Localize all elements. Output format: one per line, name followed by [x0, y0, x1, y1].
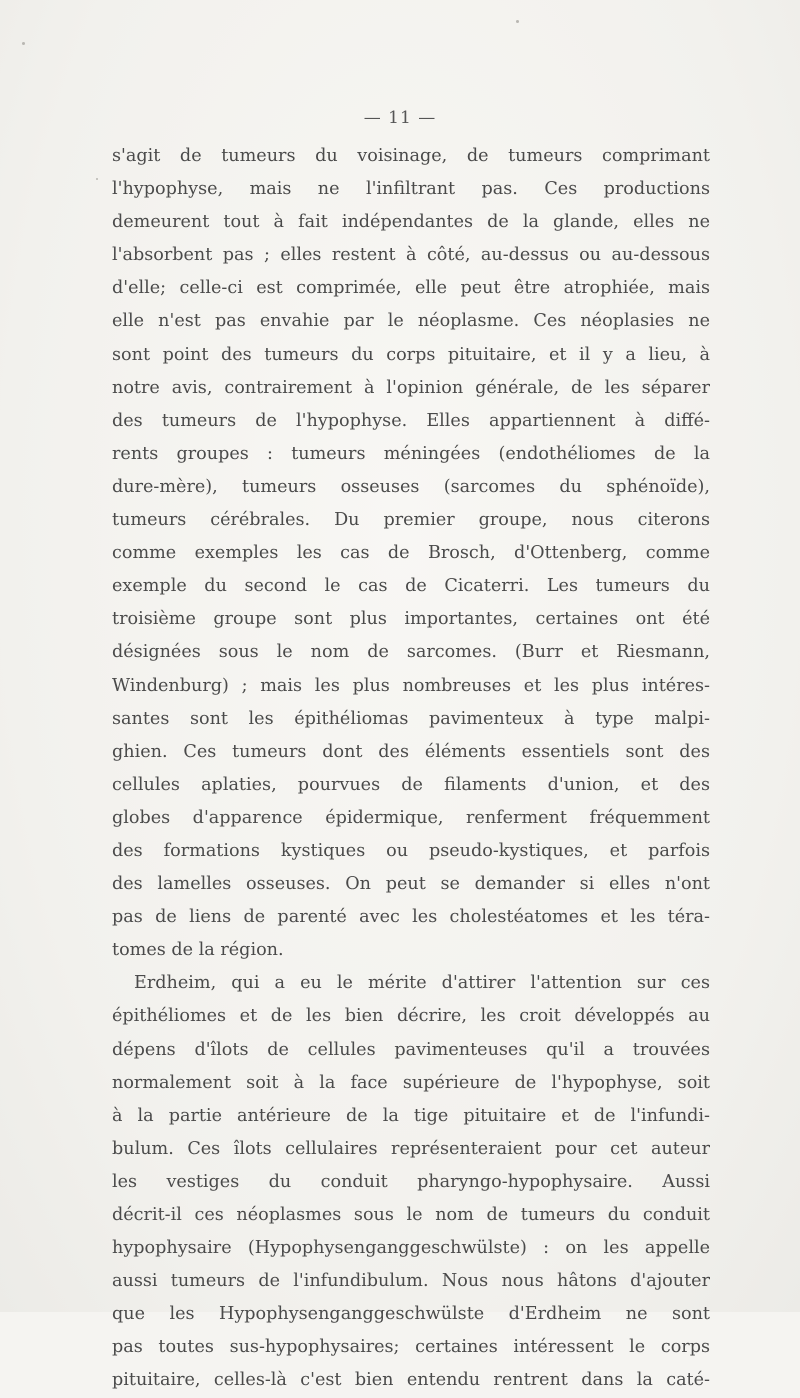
- text-line: Erdheim, qui a eu le mérite d'attirer l'attention sur ces: [134, 973, 710, 994]
- text-line: s'agit de tumeurs du voisinage, de tumeurs comprimant: [112, 146, 710, 166]
- paper-speck: [22, 42, 25, 45]
- text-line: dure-mère), tumeurs osseuses (sarcomes du sphénoïde),: [112, 476, 710, 497]
- text-line: demeurent tout à fait indépendantes de la glande, elles ne: [112, 212, 710, 233]
- text-line: des tumeurs de l'hypophyse. Elles appartiennent à diffé-: [112, 410, 710, 431]
- text-line: hypophysaire (Hypophysenganggeschwülste) : on les appelle: [112, 1238, 710, 1259]
- text-line: épithéliomes et de les bien décrire, les croit développés au: [112, 1006, 710, 1027]
- text-line: l'hypophyse, mais ne l'infiltrant pas. Ces productions: [112, 179, 710, 200]
- paper-speck: [96, 178, 98, 180]
- paragraph: [112, 967, 710, 1397]
- text-line: exemple du second le cas de Cicaterri. Les tumeurs du: [112, 576, 710, 597]
- text-line: ghien. Ces tumeurs dont des éléments essentiels sont des: [112, 741, 710, 762]
- text-line: normalement soit à la face supérieure de l'hypophyse, soit: [112, 1072, 710, 1093]
- text-line: dépens d'îlots de cellules pavimenteuses qu'il a trouvées: [112, 1039, 710, 1060]
- text-line: elle n'est pas envahie par le néoplasme. Ces néoplasies ne: [112, 311, 710, 332]
- text-line: Windenburg) ; mais les plus nombreuses et les plus intéres-: [112, 675, 710, 696]
- text-line: décrit-il ces néoplasmes sous le nom de tumeurs du conduit: [112, 1205, 710, 1225]
- text-line: aussi tumeurs de l'infundibulum. Nous nous hâtons d'ajouter: [112, 1271, 710, 1292]
- text-line: comme exemples les cas de Brosch, d'Ottenberg, comme: [112, 543, 710, 564]
- text-line: tomes de la région.: [112, 940, 284, 961]
- text-line: pas de liens de parenté avec les cholestéatomes et les téra-: [112, 907, 710, 928]
- text-line: pas toutes sus-hypophysaires; certaines intéressent le corps: [112, 1337, 710, 1358]
- paragraph: [112, 140, 710, 967]
- text-line: sont point des tumeurs du corps pituitaire, et il y a lieu, à: [112, 344, 710, 365]
- text-line: d'elle; celle-ci est comprimée, elle peut être atrophiée, mais: [112, 278, 710, 299]
- text-line: bulum. Ces îlots cellulaires représenteraient pour cet auteur: [112, 1138, 710, 1159]
- page-number: — 11 —: [363, 108, 437, 128]
- paper-speck: [516, 20, 519, 23]
- text-line: rents groupes : tumeurs méningées (endothéliomes de la: [112, 443, 710, 464]
- text-line: cellules aplaties, pourvues de filaments d'union, et des: [112, 774, 710, 795]
- text-line: les vestiges du conduit pharyngo-hypophysaire. Aussi: [112, 1171, 710, 1192]
- text-line: que les Hypophysenganggeschwülste d'Erdheim ne sont: [112, 1304, 710, 1325]
- text-line: des formations kystiques ou pseudo-kystiques, et parfois: [112, 840, 710, 861]
- text-line: pituitaire, celles-là c'est bien entendu rentrent dans la caté-: [112, 1370, 710, 1391]
- text-line: notre avis, contrairement à l'opinion générale, de les séparer: [112, 377, 710, 398]
- text-line: l'absorbent pas ; elles restent à côté, au-dessus ou au-dessous: [112, 245, 710, 266]
- text-line: à la partie antérieure de la tige pituitaire et de l'infundi-: [112, 1105, 710, 1126]
- text-line: globes d'apparence épidermique, renferment fréquemment: [112, 807, 710, 828]
- text-line: des lamelles osseuses. On peut se demander si elles n'ont: [112, 874, 710, 895]
- text-line: tumeurs cérébrales. Du premier groupe, nous citerons: [112, 510, 710, 531]
- text-line: santes sont les épithéliomas pavimenteux à type malpi-: [112, 708, 710, 729]
- text-line: désignées sous le nom de sarcomes. (Burr et Riesmann,: [112, 642, 710, 663]
- text-line: troisième groupe sont plus importantes, certaines ont été: [112, 609, 710, 630]
- body-text: [112, 140, 710, 1398]
